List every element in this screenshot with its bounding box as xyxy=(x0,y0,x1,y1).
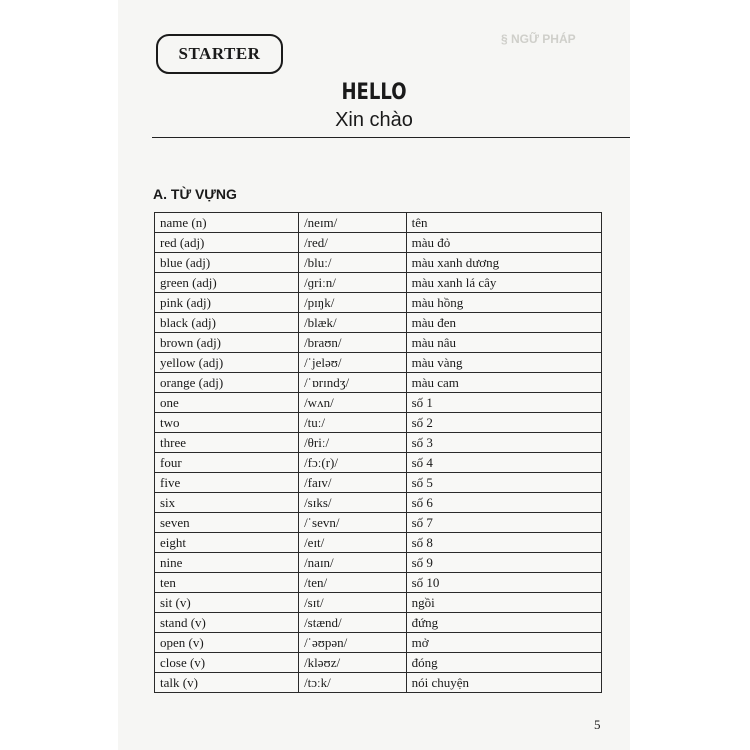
page-subtitle: Xin chào xyxy=(335,109,413,131)
meaning-cell: số 8 xyxy=(406,533,601,553)
table-row xyxy=(155,413,602,433)
word-cell: pink (adj) xyxy=(155,293,299,313)
meaning-cell: màu vàng xyxy=(406,353,601,373)
word-cell: seven xyxy=(155,513,299,533)
meaning-cell: số 4 xyxy=(406,453,601,473)
word-cell: eight xyxy=(155,533,299,553)
ipa-cell: /neɪm/ xyxy=(299,213,407,233)
table-row xyxy=(155,653,602,673)
word-cell: black (adj) xyxy=(155,313,299,333)
table-row xyxy=(155,313,602,333)
meaning-cell: màu đen xyxy=(406,313,601,333)
table-row xyxy=(155,533,602,553)
ipa-cell: /stænd/ xyxy=(299,613,407,633)
meaning-cell: màu xanh dương xyxy=(406,253,601,273)
meaning-cell: số 5 xyxy=(406,473,601,493)
ipa-cell: /faɪv/ xyxy=(299,473,407,493)
meaning-cell: số 9 xyxy=(406,553,601,573)
word-cell: three xyxy=(155,433,299,453)
table-row xyxy=(155,433,602,453)
ipa-cell: /pɪŋk/ xyxy=(299,293,407,313)
word-cell: talk (v) xyxy=(155,673,299,693)
meaning-cell: số 2 xyxy=(406,413,601,433)
table-row xyxy=(155,393,602,413)
meaning-cell: mở xyxy=(406,633,601,653)
word-cell: six xyxy=(155,493,299,513)
table-row xyxy=(155,373,602,393)
meaning-cell: màu xanh lá cây xyxy=(406,273,601,293)
vocabulary-table xyxy=(154,212,602,693)
table-row xyxy=(155,513,602,533)
ipa-cell: /sɪt/ xyxy=(299,593,407,613)
word-cell: sit (v) xyxy=(155,593,299,613)
meaning-cell: đứng xyxy=(406,613,601,633)
table-row xyxy=(155,353,602,373)
table-row xyxy=(155,573,602,593)
word-cell: stand (v) xyxy=(155,613,299,633)
ipa-cell: /sɪks/ xyxy=(299,493,407,513)
meaning-cell: màu cam xyxy=(406,373,601,393)
word-cell: orange (adj) xyxy=(155,373,299,393)
ipa-cell: /fɔː(r)/ xyxy=(299,453,407,473)
table-row xyxy=(155,593,602,613)
ipa-cell: /ten/ xyxy=(299,573,407,593)
meaning-cell: nói chuyện xyxy=(406,673,601,693)
meaning-cell: màu nâu xyxy=(406,333,601,353)
section-heading: A. TỪ VỰNG xyxy=(153,186,237,202)
table-row xyxy=(155,293,602,313)
lesson-label: STARTER xyxy=(178,44,261,63)
word-cell: close (v) xyxy=(155,653,299,673)
word-cell: one xyxy=(155,393,299,413)
table-row xyxy=(155,473,602,493)
meaning-cell: màu đỏ xyxy=(406,233,601,253)
ipa-cell: /kləʊz/ xyxy=(299,653,407,673)
word-cell: yellow (adj) xyxy=(155,353,299,373)
table-row xyxy=(155,613,602,633)
word-cell: red (adj) xyxy=(155,233,299,253)
meaning-cell: đóng xyxy=(406,653,601,673)
ipa-cell: /naɪn/ xyxy=(299,553,407,573)
table-row xyxy=(155,553,602,573)
word-cell: brown (adj) xyxy=(155,333,299,353)
table-row xyxy=(155,213,602,233)
meaning-cell: màu hồng xyxy=(406,293,601,313)
ipa-cell: /θriː/ xyxy=(299,433,407,453)
ipa-cell: /ˈsevn/ xyxy=(299,513,407,533)
ipa-cell: /blæk/ xyxy=(299,313,407,333)
table-row xyxy=(155,333,602,353)
meaning-cell: ngồi xyxy=(406,593,601,613)
ipa-cell: /tuː/ xyxy=(299,413,407,433)
ipa-cell: /ɡriːn/ xyxy=(299,273,407,293)
meaning-cell: tên xyxy=(406,213,601,233)
ipa-cell: /ˈəʊpən/ xyxy=(299,633,407,653)
lesson-label-box xyxy=(156,34,283,74)
page-number: 5 xyxy=(594,717,601,732)
table-row xyxy=(155,633,602,653)
ipa-cell: /red/ xyxy=(299,233,407,253)
ipa-cell: /bluː/ xyxy=(299,253,407,273)
ipa-cell: /tɔːk/ xyxy=(299,673,407,693)
meaning-cell: số 6 xyxy=(406,493,601,513)
ipa-cell: /ˈɒrɪndʒ/ xyxy=(299,373,407,393)
word-cell: green (adj) xyxy=(155,273,299,293)
ipa-cell: /ˈjeləʊ/ xyxy=(299,353,407,373)
word-cell: five xyxy=(155,473,299,493)
table-row xyxy=(155,493,602,513)
word-cell: open (v) xyxy=(155,633,299,653)
table-row xyxy=(155,673,602,693)
ipa-cell: /wʌn/ xyxy=(299,393,407,413)
bleed-through-text: § NGỮ PHÁP xyxy=(501,32,576,46)
table-row xyxy=(155,253,602,273)
meaning-cell: số 7 xyxy=(406,513,601,533)
meaning-cell: số 10 xyxy=(406,573,601,593)
meaning-cell: số 1 xyxy=(406,393,601,413)
word-cell: two xyxy=(155,413,299,433)
word-cell: name (n) xyxy=(155,213,299,233)
word-cell: nine xyxy=(155,553,299,573)
word-cell: ten xyxy=(155,573,299,593)
meaning-cell: số 3 xyxy=(406,433,601,453)
table-row xyxy=(155,233,602,253)
ipa-cell: /braʊn/ xyxy=(299,333,407,353)
table-row xyxy=(155,453,602,473)
page-title: HELLO xyxy=(341,80,407,105)
title-divider xyxy=(152,137,630,138)
word-cell: four xyxy=(155,453,299,473)
ipa-cell: /eɪt/ xyxy=(299,533,407,553)
table-row xyxy=(155,273,602,293)
word-cell: blue (adj) xyxy=(155,253,299,273)
book-page xyxy=(118,0,630,750)
